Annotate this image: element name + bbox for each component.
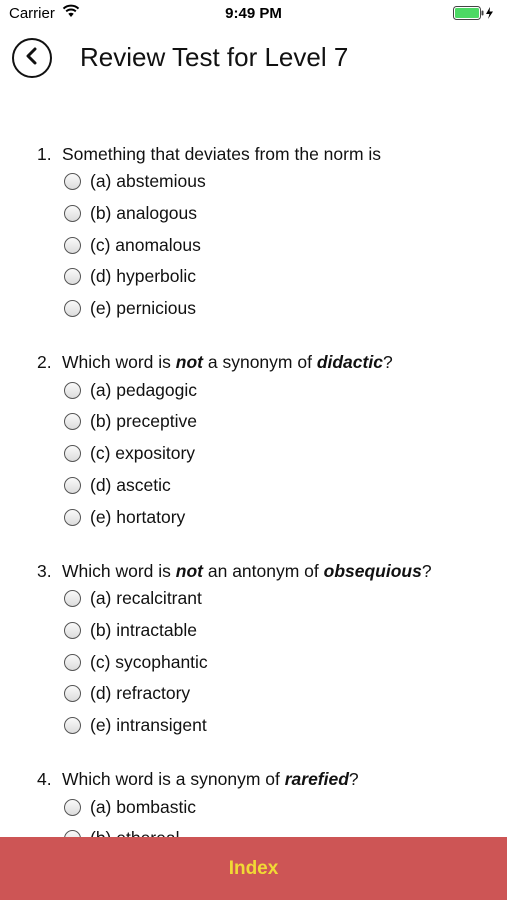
answer-option[interactable] <box>0 501 507 533</box>
option-label: (e) hortatory <box>90 506 186 527</box>
option-label: (b) analogous <box>90 203 198 224</box>
index-label: Index <box>228 857 279 879</box>
question-row <box>0 767 507 791</box>
answer-option[interactable] <box>0 438 507 470</box>
question-3 <box>0 559 507 741</box>
question-number: 2. <box>37 352 52 373</box>
answer-option[interactable] <box>0 583 507 615</box>
question-number: 4. <box>37 769 52 790</box>
radio-button-icon[interactable] <box>64 590 81 607</box>
question-text-part: Which word is <box>62 560 176 581</box>
question-text-part: Something that deviates from the norm is <box>62 144 382 164</box>
answer-option[interactable] <box>0 710 507 742</box>
question-list <box>0 142 507 881</box>
answer-option[interactable] <box>0 261 507 293</box>
question-text-part: ? <box>421 560 432 581</box>
question-1 <box>0 142 507 324</box>
answer-option[interactable] <box>0 293 507 325</box>
option-label: (e) pernicious <box>90 298 197 319</box>
answer-option[interactable] <box>0 470 507 502</box>
option-label: (c) expository <box>90 443 196 464</box>
question-emphasis: didactic <box>316 352 383 373</box>
radio-button-icon[interactable] <box>64 205 81 222</box>
radio-button-icon[interactable] <box>64 382 81 399</box>
answer-option[interactable] <box>0 678 507 710</box>
clock: 9:49 PM <box>225 5 282 22</box>
answer-option[interactable] <box>0 406 507 438</box>
option-label: (d) hyperbolic <box>90 266 197 287</box>
answer-option[interactable] <box>0 615 507 647</box>
option-label: (c) anomalous <box>90 234 201 255</box>
chevron-left-icon <box>24 47 40 70</box>
question-number: 3. <box>37 560 52 581</box>
nav-header <box>0 36 507 84</box>
page-title: Review Test for Level 7 <box>80 42 349 72</box>
radio-button-icon[interactable] <box>64 173 81 190</box>
radio-button-icon[interactable] <box>64 445 81 462</box>
option-label: (b) intractable <box>90 619 197 640</box>
question-text <box>62 142 381 166</box>
radio-button-icon[interactable] <box>64 685 81 702</box>
question-text-part: ? <box>348 769 359 790</box>
option-label: (a) bombastic <box>90 796 197 817</box>
question-text-part: ? <box>382 352 393 373</box>
status-bar <box>0 0 507 28</box>
question-emphasis: rarefied <box>284 769 349 790</box>
option-label: (d) ascetic <box>90 474 171 495</box>
answer-option[interactable] <box>0 374 507 406</box>
radio-button-icon[interactable] <box>64 477 81 494</box>
answer-option[interactable] <box>0 229 507 261</box>
answer-option[interactable] <box>0 791 507 823</box>
question-text-part: Which word is a synonym of <box>62 769 285 790</box>
question-text <box>62 350 393 374</box>
option-label: (a) pedagogic <box>90 379 198 400</box>
question-emphasis: not <box>175 352 203 373</box>
option-label: (a) recalcitrant <box>90 588 202 609</box>
radio-button-icon[interactable] <box>64 509 81 526</box>
radio-button-icon[interactable] <box>64 622 81 639</box>
index-button[interactable] <box>0 837 507 900</box>
question-text <box>62 767 359 791</box>
radio-button-icon[interactable] <box>64 237 81 254</box>
question-2 <box>0 350 507 532</box>
radio-button-icon[interactable] <box>64 654 81 671</box>
question-text-part: an antonym of <box>203 560 324 581</box>
question-text-part: a synonym of <box>203 352 317 373</box>
answer-option[interactable] <box>0 198 507 230</box>
question-number: 1. <box>37 144 52 164</box>
question-text-part: Which word is <box>62 352 176 373</box>
answer-option[interactable] <box>0 166 507 198</box>
question-text <box>62 559 432 583</box>
option-label: (a) abstemious <box>90 171 206 192</box>
radio-button-icon[interactable] <box>64 268 81 285</box>
option-label: (b) preceptive <box>90 411 197 432</box>
question-emphasis: not <box>175 560 203 581</box>
radio-button-icon[interactable] <box>64 717 81 734</box>
back-button[interactable] <box>12 38 52 78</box>
answer-option[interactable] <box>0 646 507 678</box>
radio-button-icon[interactable] <box>64 300 81 317</box>
question-emphasis: obsequious <box>323 560 422 581</box>
carrier-label: Carrier <box>9 5 55 22</box>
question-row <box>0 559 507 583</box>
radio-button-icon[interactable] <box>64 413 81 430</box>
option-label: (e) intransigent <box>90 714 207 735</box>
battery-icon <box>453 6 497 24</box>
question-row <box>0 142 507 166</box>
option-label: (c) sycophantic <box>90 651 208 672</box>
question-row <box>0 350 507 374</box>
option-label: (d) refractory <box>90 683 191 704</box>
radio-button-icon[interactable] <box>64 799 81 816</box>
